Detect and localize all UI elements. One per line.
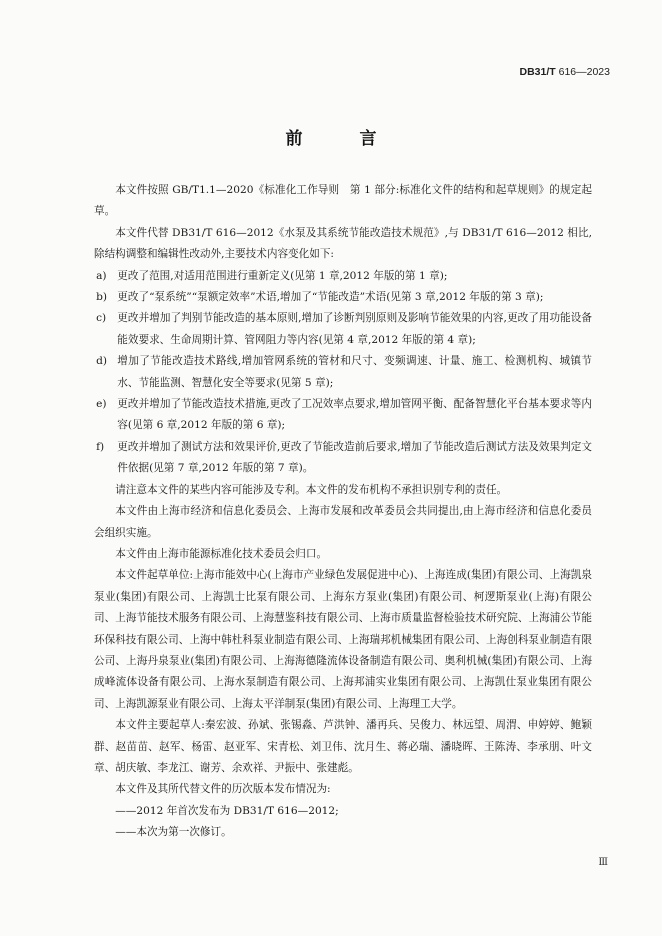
paragraph-drafting-rules: 本文件按照 GB/T1.1—2020《标准化工作导则 第 1 部分:标准化文件的结构和起草规则》的规定起草。 [94,184,592,218]
document-code-number: 616—2023 [558,66,610,78]
foreword-body [94,180,592,844]
list-item [94,287,592,308]
paragraph-technical-committee: 本文件由上海市能源标准化技术委员会归口。 [115,547,328,560]
list-item [94,351,592,394]
paragraph-history-intro: 本文件及其所代替文件的历次版本发布情况为: [115,783,331,796]
list-item [94,266,592,287]
list-item-marker: b) [96,291,108,304]
list-item-marker: a) [96,269,107,282]
list-item-text: 更改并增加了测试方法和效果评价,更改了节能改造前后要求,增加了节能改造后测试方法及效果判定文件依据(见第 7 章,2012 年版的第 7 章)。 [117,440,592,475]
page-title: 前 言 [285,129,397,149]
list-item-marker: f) [96,440,105,453]
list-item-text: 更改并增加了判别节能改造的基本原则,增加了诊断判别原则及影响节能效果的内容,更改了用功能设备能效要求、生命周期计算、管网阻力等内容(见第 4 章,2012 年版的第 4 章); [117,312,592,346]
paragraph-drafting-units: 本文件起草单位:上海市能效中心(上海市产业绿色发展促进中心)、上海连成(集团)有限公司、上海凯泉泵业(集团)有限公司、上海凯士比泵有限公司、上海东方泵业(集团)有限公司、柯逻斯泵业(上海)有限公司、上海节能技术服务有限公司、上海慧鉴科技有限公司、上海市质量监督检验技术研究院、上海浦公节能环保科技有限公司、上海中韩杜科泵业制造有限公司、上海瑞邦机械集团有限公司、上海创科泵业制造有限公司、上海丹泉泵业(集团)有限公司、上海海德隆流体设备制造有限公司、奥利机械(集团)有限公司、上海成峰流体设备有限公司、上海水泵制造有限公司、上海邦浦实业集团有限公司、上海凯仕泵业集团有限公司、上海凯源泵业有限公司、上海太平洋制泵(集团)有限公司、上海理工大学。 [94,569,592,710]
changes-list [94,266,592,480]
list-item-text: 更改了范围,对适用范围进行重新定义(见第 1 章,2012 年版的第 1 章); [117,269,448,282]
paragraph-proposer: 本文件由上海市经济和信息化委员会、上海市发展和改革委员会共同提出,由上海市经济和信息化委员会组织实施。 [94,505,592,539]
list-item [94,394,592,437]
document-code-prefix: DB31/T [519,66,556,78]
document-code [520,66,611,78]
paragraph-replacement: 本文件代替 DB31/T 616—2012《水泵及其系统节能改造技术规范》,与 DB31/T 616—2012 相比,除结构调整和编辑性改动外,主要技术内容变化如下: [94,226,592,261]
list-item-marker: e) [96,398,107,411]
paragraph-patent-notice: 请注意本文件的某些内容可能涉及专利。本文件的发布机构不承担识别专利的责任。 [115,483,508,496]
history-item: ——2012 年首次发布为 DB31/T 616—2012; [115,804,339,817]
list-item [94,308,592,351]
page-number: Ⅲ [598,857,608,868]
list-item-marker: d) [96,355,108,368]
history-item: ——本次为第一次修订。 [115,826,232,839]
list-item-text: 更改了“泵系统”“泵额定效率”术语,增加了“节能改造”术语(见第 3 章,2012 年版的第 3 章); [117,291,544,304]
list-item-text: 更改并增加了节能改造技术措施,更改了工况效率点要求,增加管网平衡、配备智慧化平台基本要求等内容(见第 6 章,2012 年版的第 6 章); [117,398,592,432]
paragraph-drafters: 本文件主要起草人:秦宏波、孙斌、张锡淼、芦洪钟、潘再兵、吴俊力、林远望、周渭、申婷婷、鲍颖群、赵苗苗、赵军、杨雷、赵亚军、宋青松、刘卫伟、沈月生、蒋必瑞、潘晓晖、王陈涛、李承朋、叶文章、胡庆敏、李龙江、谢芳、余欢祥、尹振中、张建彪。 [94,719,592,774]
list-item-marker: c) [96,312,107,325]
list-item-text: 增加了节能改造技术路线,增加管网系统的管材和尺寸、变频调速、计量、施工、检测机构、城镇节水、节能监测、智慧化安全等要求(见第 5 章); [117,355,592,389]
list-item [94,437,592,480]
